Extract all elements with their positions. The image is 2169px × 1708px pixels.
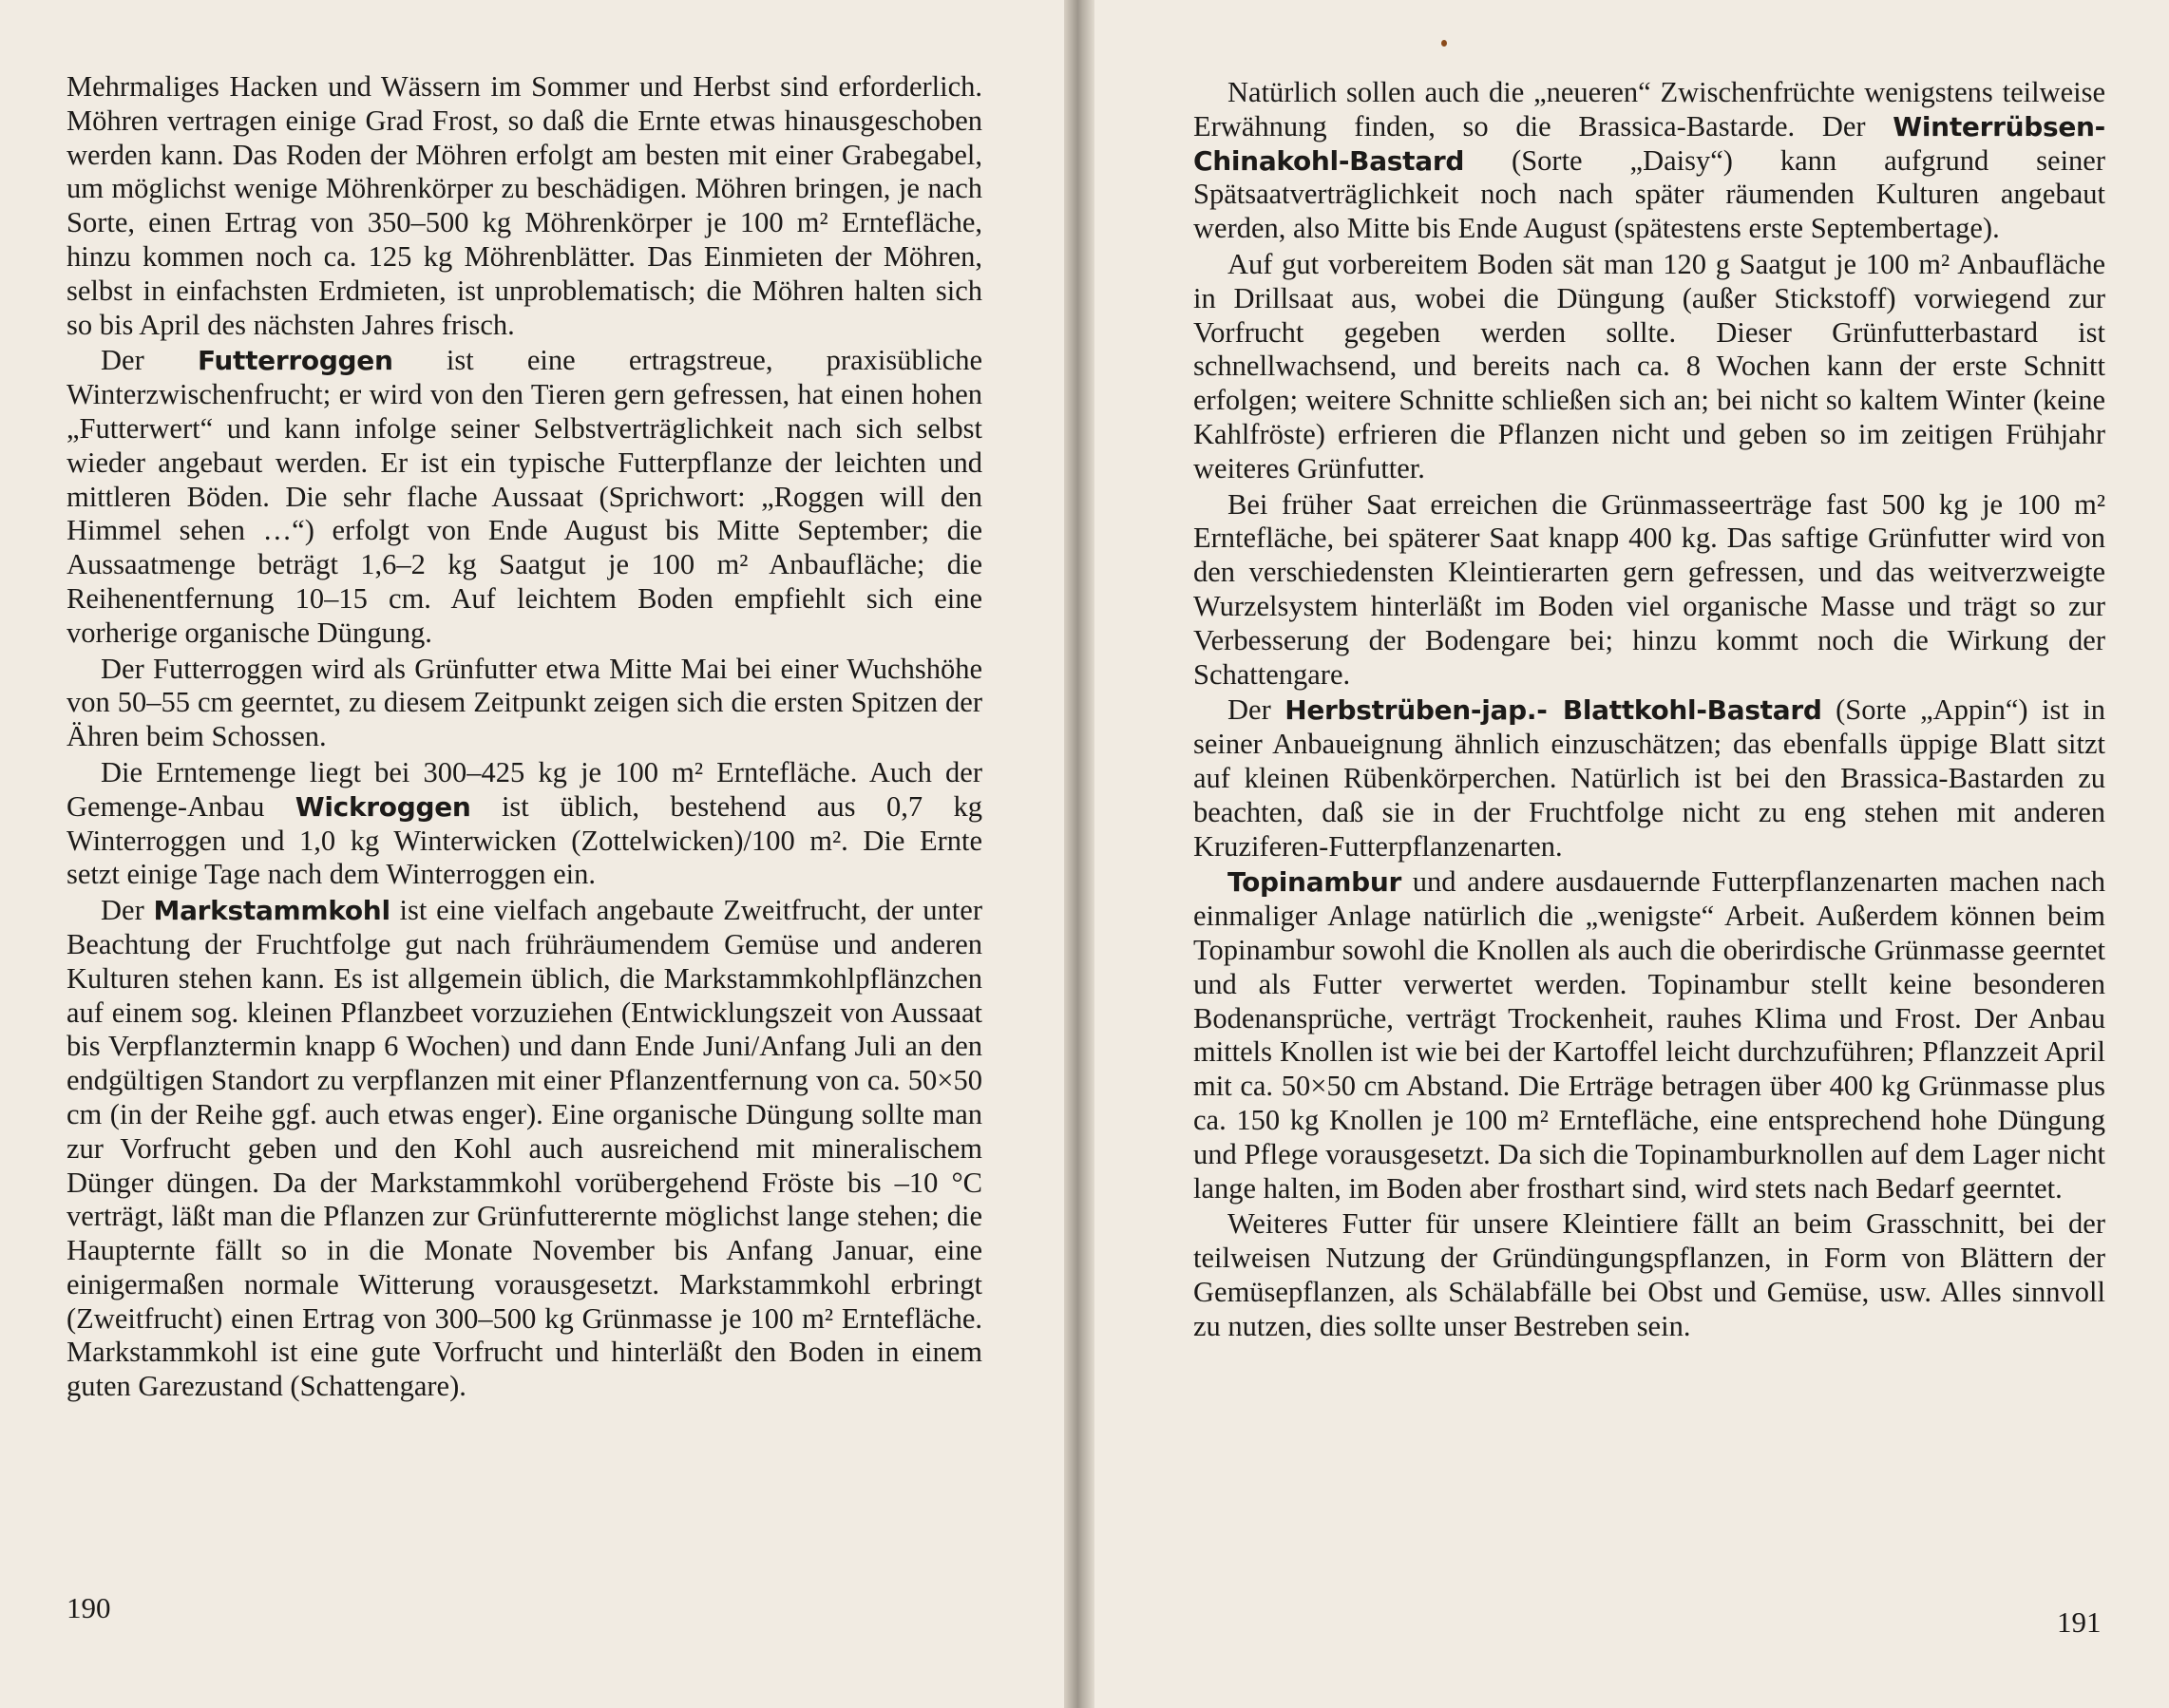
- paragraph: Mehrmaliges Hacken und Wässern im Sommer und Herbst sind erforderlich. Möhren vertragen einige Grad Frost, so daß die Ernte etwas hinausgeschoben werden kann. Das Roden der Möhren erfolgt am besten mit einer Grabegabel, um möglichst wenige Möhrenkörper zu beschädigen. Möhren bringen, je nach Sorte, einen Ertrag von 350–500 kg Möhrenkörper je 100 m² Erntefläche, hinzu kommen noch ca. 125 kg Möhrenblätter. Das Einmieten der Möhren, selbst in einfachsten Erdmieten, ist unproblematisch; die Möhren halten sich so bis April des nächsten Jahres frisch.: [67, 70, 982, 341]
- paragraph: Natürlich sollen auch die „neueren“ Zwischenfrüchte wenigstens teilweise Erwähnung finden, so die Brassica-Bastarde. Der Winterrübsen-Chinakohl-Bastard (Sorte „Daisy“) kann aufgrund seiner Spätsaatverträglichkeit noch nach später räumenden Kulturen angebaut werden, also Mitte bis Ende August (spätestens erste Septembertage).: [1193, 76, 2105, 245]
- bold-term: Futterroggen: [197, 345, 393, 377]
- paragraph: Der Herbstrüben-jap.- Blattkohl-Bastard (Sorte „Appin“) ist in seiner Anbaueignung ähnlich einzuschätzen; das ebenfalls üppige Blatt sitzt auf kleinen Rübenkörperchen. Natürlich ist bei den Brassica-Bastarden zu beachten, daß sie in der Fruchtfolge nicht zu eng stehen mit anderen Kruziferen-Futterpflanzenarten.: [1193, 693, 2106, 863]
- paragraph: Der Futterroggen wird als Grünfutter etwa Mitte Mai bei einer Wuchshöhe von 50–55 cm geerntet, zu diesem Zeitpunkt zeigen sich die ersten Spitzen der Ähren beim Schossen.: [67, 652, 982, 753]
- bold-term: Herbstrüben-jap.- Blattkohl-Bastard: [1284, 694, 1822, 727]
- book-gutter: [1064, 0, 1094, 1708]
- paragraph: Bei früher Saat erreichen die Grünmasseerträge fast 500 kg je 100 m² Erntefläche, bei späterer Saat knapp 400 kg. Das saftige Grünfutter wird von den verschiedensten Kleintierarten gern gefressen, und das weitverzweigte Wurzelsystem hinterläßt im Boden viel organische Masse und trägt so zur Verbesserung der Bodengare bei; hinzu kommt noch die Wirkung der Schattengare.: [1193, 487, 2105, 691]
- paragraph: Auf gut vorbereitem Boden sät man 120 g Saatgut je 100 m² Anbaufläche in Drillsaat aus, wobei die Düngung (außer Stickstoff) vorwiegend zur Vorfrucht gegeben werden sollte. Dieser Grünfutterbastard ist schnellwachsend, und bereits nach ca. 8 Wochen kann der erste Schnitt erfolgen; weitere Schnitte schließen sich an; bei nicht so kaltem Winter (keine Kahlfröste) erfrieren die Pflanzen nicht und geben so im zeitigen Frühjahr weiteres Grünfutter.: [1193, 247, 2105, 484]
- paragraph: Topinambur und andere ausdauernde Futterpflanzenarten machen nach einmaliger Anlage natürlich die „wenigste“ Arbeit. Außerdem können beim Topinambur sowohl die Knollen als auch die oberirdische Grünmasse geerntet und als Futter verwertet werden. Topinambur stellt keine besonderen Bodenansprüche, verträgt Trockenheit, rauhes Klima und Frost. Der Anbau mittels Knollen ist wie bei der Kartoffel leicht durchzuführen; Pflanzzeit April mit ca. 50×50 cm Abstand. Die Erträge betragen über 400 kg Grünmasse plus ca. 150 kg Knollen je 100 m² Erntefläche, eine entsprechend hohe Düngung und Pflege vorausgesetzt. Da sich die Topinamburknollen auf dem Lager nicht lange halten, im Boden aber frosthart sind, wird stets nach Bedarf geerntet.: [1193, 865, 2105, 1205]
- bold-term: Topinambur: [1227, 866, 1402, 899]
- paragraph: Der Markstammkohl ist eine vielfach angebaute Zweitfrucht, der unter Beachtung der Fruchtfolge gut nach frühräumendem Gemüse und anderen Kulturen stehen kann. Es ist allgemein üblich, die Markstammkohlpflänzchen auf einem sog. kleinen Pflanzbeet vorzuziehen (Entwicklungszeit von Aussaat bis Verpflanztermin knapp 6 Wochen) und dann Ende Juni/Anfang Juli an den endgültigen Standort zu verpflanzen mit einer Pflanzentfernung von ca. 50×50 cm (in der Reihe ggf. auch etwas enger). Eine organische Düngung sollte man zur Vorfrucht geben und den Kohl auch ausreichend mit mineralischem Dünger düngen. Da der Markstammkohl vorübergehend Fröste bis –10 °C verträgt, läßt man die Pflanzen zur Grünfutterernte möglichst lange stehen; die Haupternte fällt so in die Monate November bis Anfang Januar, eine einigermaßen normale Witterung vorausgesetzt. Markstammkohl erbringt (Zweitfrucht) einen Ertrag von 300–500 kg Grünmasse je 100 m² Erntefläche. Markstammkohl ist eine gute Vorfrucht und hinterläßt den Boden in einem guten Garezustand (Schattengare).: [67, 894, 982, 1403]
- bold-term: Markstammkohl: [153, 895, 390, 927]
- left-page-text: [67, 70, 982, 1406]
- paragraph: Die Erntemenge liegt bei 300–425 kg je 100 m² Erntefläche. Auch der Gemenge-Anbau Wickroggen ist üblich, bestehend aus 0,7 kg Winterroggen und 1,0 kg Winterwicken (Zottelwicken)/100 m². Die Ernte setzt einige Tage nach dem Winterroggen ein.: [67, 755, 982, 891]
- paragraph: Der Futterroggen ist eine ertragstreue, praxisübliche Winterzwischenfrucht; er wird von den Tieren gern gefressen, hat einen hohen „Futterwert“ und kann infolge seiner Selbstverträglichkeit nach sich selbst wieder angebaut werden. Er ist ein typische Futterpflanze der leichten und mittleren Böden. Die sehr flache Aussaat (Sprichwort: „Roggen will den Himmel sehen …“) erfolgt von Ende August bis Mitte September; die Aussaatmenge beträgt 1,6–2 kg Saatgut je 100 m² Anbaufläche; die Reihenentfernung 10–15 cm. Auf leichtem Boden empfiehlt sich eine vorherige organische Düngung.: [67, 344, 982, 649]
- page-number-left: 190: [67, 1591, 111, 1624]
- right-page-text: [1193, 76, 2105, 1345]
- bold-term: Winterrübsen-Chinakohl-Bastard: [1193, 110, 2105, 177]
- ink-speck: [1441, 40, 1447, 47]
- page-number-right: 191: [2057, 1605, 2102, 1639]
- paragraph: Weiteres Futter für unsere Kleintiere fällt an beim Grasschnitt, bei der teilweisen Nutzung der Gründüngungspflanzen, in Form von Blättern der Gemüsepflanzen, als Schälabfälle bei Obst und Gemüse, usw. Alles sinnvoll zu nutzen, dies sollte unser Bestreben sein.: [1193, 1207, 2105, 1342]
- bold-term: Wickroggen: [295, 790, 471, 823]
